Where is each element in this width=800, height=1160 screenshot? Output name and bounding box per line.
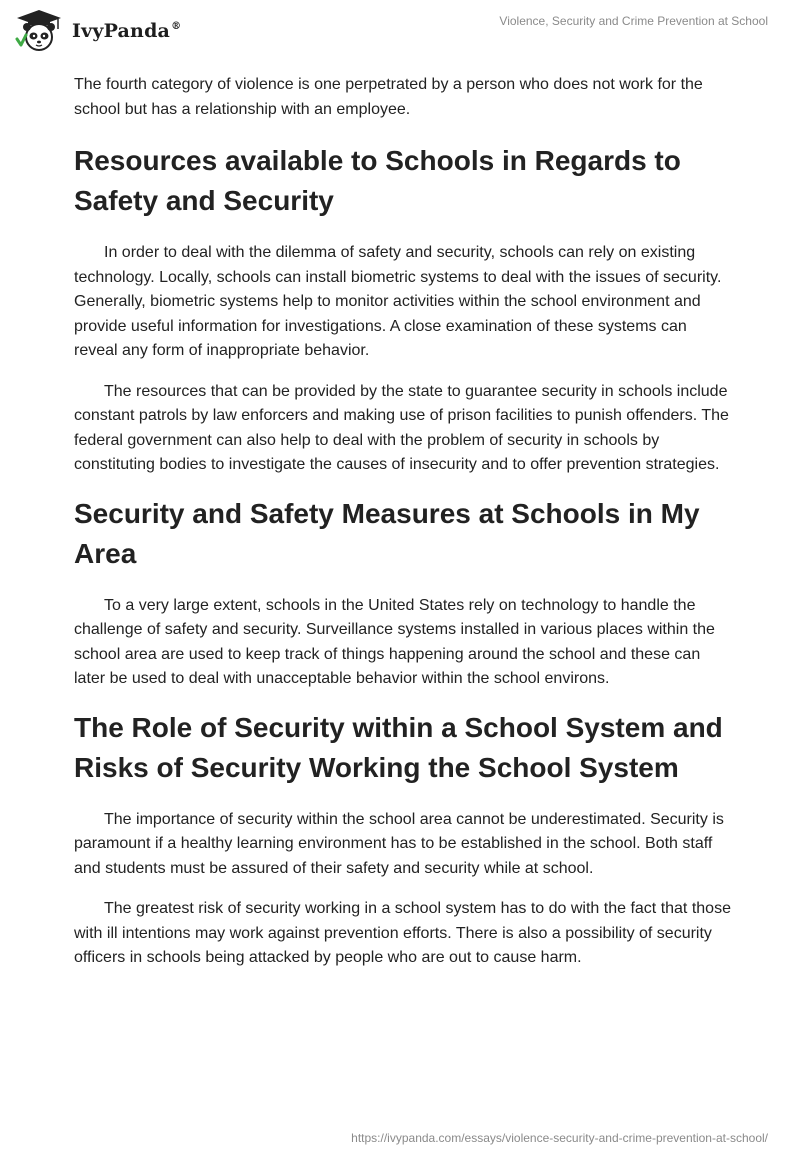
brand-name: IvyPanda® [72, 20, 182, 42]
section-heading-role-of-security: The Role of Security within a School System and Risks of Security Working the School System [74, 711, 723, 783]
section-heading-resources: Resources available to Schools in Regards to Safety and Security [74, 145, 681, 216]
paragraph: In order to deal with the dilemma of safety and security, schools can rely on existing technology. Locally, schools can install biometric systems to deal with the issues of security. Generally, biometric systems help to monitor activities within the school environment and provide useful information for investigations. A close examination of these systems can reveal any form of inappropriate behavior. [74, 244, 722, 359]
page-header [0, 0, 800, 70]
paragraph: The greatest risk of security working in a school system has to do with the fact that those with ill intentions may work against prevention efforts. There is also a possibility of security officers in schools being attacked by people who are out to cause harm. [74, 900, 731, 966]
essay-content [74, 70, 734, 987]
panda-graduate-icon [14, 9, 64, 53]
registered-mark: ® [171, 21, 182, 32]
section-heading-measures: Security and Safety Measures at Schools in My Area [74, 497, 700, 569]
ivypanda-logo[interactable] [14, 10, 181, 52]
paragraph: The importance of security within the school area cannot be underestimated. Security is paramount if a healthy learning environment has to be established in the school. Both staff and students must be assured of their safety and security while at school. [74, 810, 724, 877]
paragraph: To a very large extent, schools in the United States rely on technology to handle the challenge of safety and security. Surveillance systems installed in various places within the school area are used to keep track of things happening around the school and these can later be used to deal with unacceptable behavior within the school environs. [74, 596, 715, 687]
paragraph: The resources that can be provided by the state to guarantee security in schools include constant patrols by law enforcers and making use of prison facilities to punish offenders. The federal government can also help to deal with the problem of security in schools by constituting bodies to investigate the causes of insecurity and to offer prevention strategies. [74, 382, 729, 473]
intro-paragraph: The fourth category of violence is one perpetrated by a person who does not work for the school but has a relationship with an employee. [74, 76, 703, 118]
source-url[interactable]: https://ivypanda.com/essays/violence-security-and-crime-prevention-at-school/ [351, 1131, 768, 1145]
document-title: Violence, Security and Crime Prevention at School [499, 14, 768, 28]
